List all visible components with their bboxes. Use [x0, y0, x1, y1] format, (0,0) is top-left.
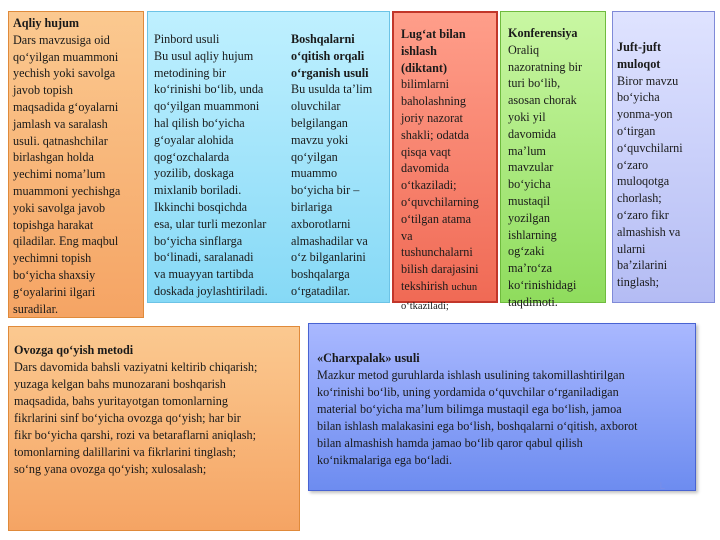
- card-title: Lug‘at bilan ishlash (diktant): [401, 27, 466, 75]
- card-body: Mazkur metod guruhlarda ishlash usulining takomillashtirilgan ko‘rinishi bo‘lib, uning yordamida o‘quvchilar o‘rganiladigan material bo‘yicha ma’lum bilimga mustaqil ega bo‘lish, jamoa bilan ishlash malakasini ega bo‘lish, boshqalarni o‘qitish, axborot bilan almashish hamda jamao bo‘lib qaror qabul qilish ko‘nikmalariga ega bo‘ladi.: [317, 368, 638, 467]
- card-juft-juft: [612, 11, 715, 303]
- card-aqliy-hujum: [8, 11, 144, 318]
- card-body: Biror mavzu bo‘yicha yonma-yon o‘tirgan o‘quvchilarni o‘zaro muloqotga chorlash; o‘zaro fikr almashish va ularni ba’zilarini tinglash;: [617, 73, 683, 290]
- card-body-tail-small: uchun: [451, 281, 478, 293]
- pinbord-text: Pinbord usuli Bu usul aqliy hujum metodining bir ko‘rinishi bo‘lib, unda qo‘yilgan muammoni hal qilish bo‘yicha g‘oyalar alohida qog‘ozchalarda yozilib, doskaga mixlanib boriladi. Ikkinchi bosqichda esa, ular turli mezonlar bo‘yicha sinflarga bo‘linadi, saralanadi va muayyan tartibda doskada joylashtiriladi.: [154, 32, 268, 298]
- pinbord-column: [154, 31, 282, 300]
- card-lugat: [392, 11, 498, 312]
- boshqalarni-column: [291, 31, 389, 300]
- boshqalarni-title: Boshqalarni o‘qitish orqali o‘rganish usuli: [291, 32, 369, 80]
- card-title: Ovozga qo‘yish metodi: [14, 343, 134, 357]
- card-konferensiya: [500, 11, 606, 309]
- card-pinbord-boshqalarni: [147, 11, 390, 303]
- card-charxpalak: [308, 323, 696, 495]
- card-body-tail-last: o‘tkaziladi;: [401, 300, 449, 312]
- boshqalarni-body: Bu usulda ta’lim oluvchilar belgilangan mavzu yoki qo‘yilgan muammo bo‘yicha bir – birlariga axborotlarni almashadilar va o‘z bilganlarini boshqalarga o‘rgatadilar.: [291, 82, 373, 298]
- card-title: «Charxpalak» usuli: [317, 351, 420, 365]
- card-body: Dars davomida bahsli vaziyatni keltirib chiqarish; yuzaga kelgan bahs munozarani boshqarish maqsadida, bahs yuritayotgan tomonlarning fikrlarini sinf bo‘yicha ovozga qo‘yish; har bir fikr bo‘yicha qarshi, rozi va betaraflarni aniqlash; tomonlarning dalillarini va fikrlarini tinglash; so‘ng yana ovozga qo‘yish; xulosalash;: [14, 360, 258, 476]
- card-body: Oraliq nazoratning bir turi bo‘lib, asosan chorak yoki yil davomida ma’lum mavzular bo‘yicha mustaqil yozilgan ishlarning og‘zaki ma’ro‘za ko‘rinishidagi taqdimoti.: [508, 42, 583, 309]
- card-title: Juft-juft muloqot: [617, 40, 662, 71]
- card-title: Aqliy hujum: [13, 16, 80, 30]
- corner-mark-icon: └: [657, 483, 665, 495]
- card-body: bilimlarni baholashning joriy nazorat shakli; odatda qisqa vaqt davomida o‘tkaziladi; o‘quvchilarning o‘tilgan atama va tushunchalarni bilish darajasini tekshirish: [401, 77, 479, 293]
- card-body: Dars mavzusiga oid qo‘yilgan muammoni yechish yoki savolga javob topish maqsadida g‘oyalarni jamlash va saralash usuli. qatnashchilar birlashgan holda yechimi noma’lum muammoni yechishga yoki savolga javob topishga harakat qiladilar. Eng maqbul yechimni topish bo‘yicha shaxsiy g‘oyalarini ilgari suradilar.: [13, 32, 121, 316]
- card-title: Konferensiya: [508, 26, 578, 40]
- card-ovozga: [8, 326, 300, 531]
